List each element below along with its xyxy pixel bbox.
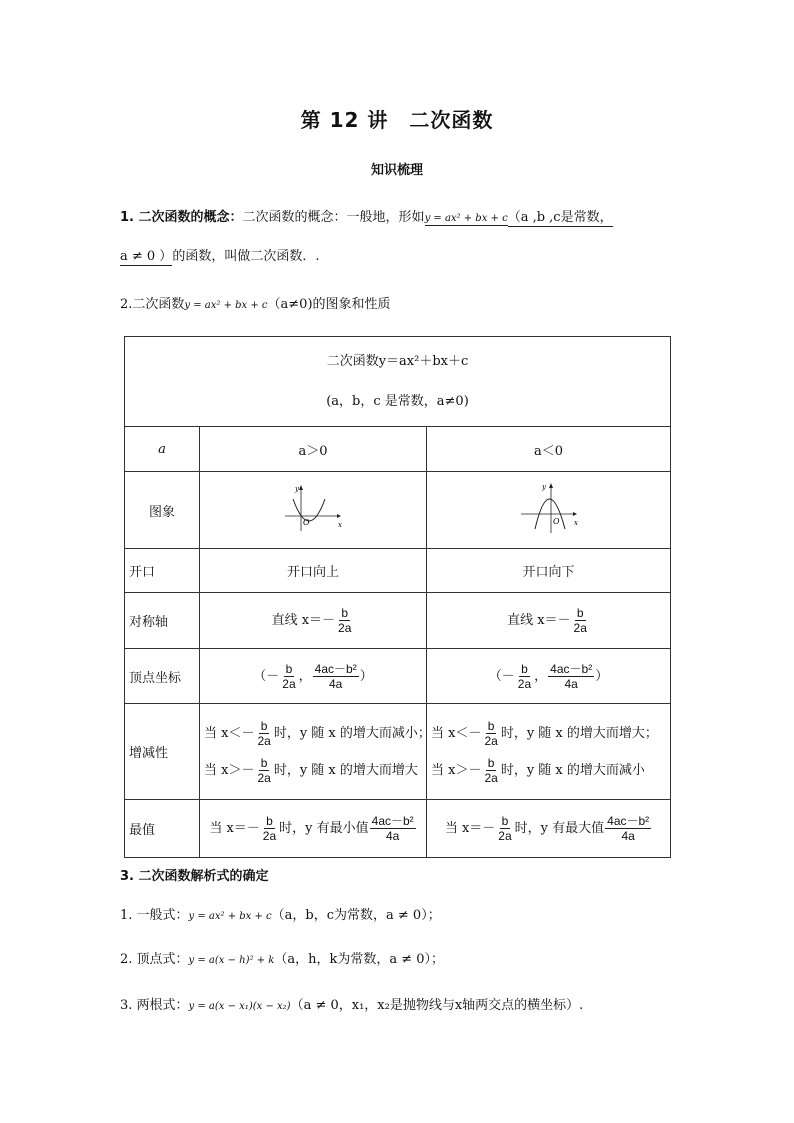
- vertex-form: [120, 948, 444, 967]
- concept-text: 二次函数的概念：一般地，形如: [242, 210, 425, 225]
- graph-down-y-label: y: [541, 482, 546, 491]
- section-subtitle: 知识梳理: [370, 163, 423, 178]
- graph-up-cell: [200, 472, 427, 549]
- when-text: 当 x＜－: [431, 725, 482, 741]
- row-label-graph: 图象: [125, 472, 200, 549]
- fraction: [496, 814, 513, 843]
- fraction-den: 2a: [484, 733, 498, 748]
- fraction-den: 4a: [564, 676, 578, 691]
- row-label-vertex: 顶点坐标: [125, 649, 200, 704]
- concept-condition: （a ,b ,c是常数，: [507, 210, 613, 225]
- axis-positive: [200, 593, 427, 649]
- row-label-opening: 开口: [125, 549, 200, 593]
- fraction-den: 2a: [484, 770, 498, 785]
- concept-label: 二次函数的概念: [138, 210, 230, 225]
- concept-condition-end: a ≠ 0 ）: [120, 249, 173, 264]
- opening-positive: 开口向上: [200, 549, 427, 593]
- parabola-down-graph: [519, 481, 579, 536]
- col-a-negative: a＜0: [427, 427, 671, 472]
- vertex-form-condition: （a，h，k为常数，a ≠ 0）；: [274, 952, 445, 967]
- fraction-num: b: [285, 661, 293, 676]
- monotonic-positive: [200, 704, 431, 800]
- root-form-label: 3. 两根式：: [120, 998, 189, 1013]
- general-form: [120, 904, 441, 923]
- fraction: [516, 662, 533, 691]
- fraction-num: b: [487, 755, 495, 770]
- analytic-heading-num: 3.: [120, 869, 139, 884]
- general-form-label: 1. 一般式：: [120, 908, 189, 923]
- root-form-condition: （a ≠ 0，x₁，x₂是抛物线与x轴两交点的横坐标）.: [290, 998, 584, 1013]
- page-title: 第 12 讲 二次函数: [300, 108, 494, 132]
- fraction-den: 2a: [338, 621, 352, 635]
- properties-table: [124, 336, 671, 858]
- fraction: [370, 814, 416, 843]
- vertex-positive: [200, 649, 427, 704]
- table-header-line1: 二次函数y＝ax²＋bx＋c: [326, 353, 469, 369]
- fraction: [482, 756, 499, 785]
- analytic-heading-text: 二次函数解析式的确定: [138, 869, 269, 884]
- fraction-num: b: [521, 661, 528, 676]
- mono-text: 时，y 随 x 的增大而减小: [500, 762, 645, 778]
- fraction-num: b: [501, 814, 509, 828]
- general-form-formula: y = ax² + bx + c: [188, 911, 272, 922]
- fraction: [255, 719, 272, 748]
- paren: ）: [595, 668, 609, 684]
- opening-negative: 开口向下: [427, 549, 671, 593]
- extreme-text: 时，y 有最大值: [514, 821, 605, 836]
- fraction-num: 4ac－b²: [550, 661, 593, 676]
- monotonic-negative: [427, 704, 671, 800]
- row-label-axis: 对称轴: [125, 593, 200, 649]
- concept-paragraph: [120, 206, 613, 225]
- col-label-a: a: [125, 427, 200, 472]
- fraction-num: b: [487, 718, 495, 733]
- fraction-num: b: [341, 606, 349, 620]
- root-form: [120, 994, 583, 1013]
- mono-neg-line2: [431, 756, 666, 785]
- row-label-monotonic: 增减性: [125, 704, 200, 800]
- general-form-condition: （a，b，c为常数，a ≠ 0）；: [271, 908, 441, 923]
- fraction: [548, 662, 594, 691]
- fraction-den: 2a: [282, 676, 296, 691]
- concept-formula: y = ax² + bx + c: [424, 213, 508, 224]
- when-text: 当 x＝－: [444, 821, 496, 836]
- graph-down-o-label: O: [552, 516, 560, 526]
- graph-down-x-label: x: [573, 518, 578, 527]
- row-label-extreme: 最值: [125, 800, 200, 858]
- fraction-num: 4ac－b²: [371, 814, 414, 828]
- fraction-den: 2a: [498, 829, 512, 843]
- fraction-num: b: [266, 814, 273, 828]
- graph-up-x-label: x: [338, 521, 342, 529]
- extreme-negative: [427, 800, 671, 858]
- fraction: [336, 606, 353, 635]
- fraction-den: 4a: [329, 676, 343, 691]
- comma: ，: [298, 668, 312, 684]
- axis-pos-prefix: 直线 x＝－: [271, 613, 336, 628]
- graph-up-y-label: y: [295, 485, 299, 493]
- concept-number: 1.: [120, 210, 139, 225]
- when-text: 当 x＞－: [204, 762, 255, 778]
- mono-neg-line1: [431, 719, 666, 748]
- mono-text: 时，y 随 x 的增大而增大；: [500, 725, 658, 741]
- vertex-negative: [427, 649, 671, 704]
- fraction: [255, 756, 272, 785]
- when-text: 当 x＞－: [431, 762, 482, 778]
- gp-formula: y = ax² + bx + c: [184, 300, 268, 311]
- fraction-den: 2a: [573, 621, 587, 635]
- fraction-den: 2a: [517, 676, 532, 691]
- gp-text-a: 2.二次函数: [120, 297, 185, 312]
- paren: ）: [359, 668, 373, 684]
- fraction: [261, 814, 278, 843]
- fraction-num: 4ac－b²: [314, 661, 357, 676]
- mono-text: 时，y 随 x 的增大而增大: [273, 762, 418, 778]
- fraction-num: b: [576, 606, 584, 620]
- fraction-den: 4a: [385, 829, 400, 843]
- paren: （－: [253, 668, 280, 684]
- fraction-den: 2a: [257, 770, 271, 785]
- vertex-form-formula: y = a(x − h)² + k: [188, 955, 275, 966]
- fraction: [572, 606, 589, 635]
- extreme-text: 时，y 有最小值: [279, 821, 369, 836]
- gp-text-b: （a≠0)的图象和性质: [267, 297, 391, 312]
- parabola-up-graph: [283, 483, 343, 533]
- graph-up-o-label: O: [303, 518, 310, 527]
- fraction: [605, 814, 651, 843]
- mono-text: 时，y 随 x 的增大而减小；: [273, 725, 431, 741]
- extreme-positive: [200, 800, 427, 858]
- fraction: [482, 719, 499, 748]
- fraction-den: 2a: [257, 733, 271, 748]
- graph-properties-heading: [120, 293, 391, 312]
- paren: （－: [488, 668, 515, 684]
- root-form-formula: y = a(x − x₁)(x − x₂): [188, 1001, 291, 1012]
- mono-pos-line2: [204, 756, 422, 785]
- fraction-den: 4a: [621, 829, 635, 843]
- when-text: 当 x＜－: [204, 725, 255, 741]
- vertex-form-label: 2. 顶点式：: [120, 952, 189, 967]
- when-text: 当 x＝－: [209, 821, 260, 836]
- axis-neg-prefix: 直线 x＝－: [507, 613, 571, 628]
- table-header: [125, 337, 671, 427]
- analytic-heading: [120, 865, 269, 884]
- axis-negative: [427, 593, 671, 649]
- concept-text-end: 的函数，叫做二次函数．.: [172, 249, 320, 264]
- table-header-line2: (a，b，c 是常数，a≠0): [326, 393, 469, 409]
- concept-colon: ：: [229, 210, 243, 225]
- fraction: [313, 662, 359, 691]
- comma: ，: [534, 668, 548, 684]
- col-a-positive: a＞0: [200, 427, 427, 472]
- fraction-num: b: [260, 718, 268, 733]
- concept-paragraph-cont: [120, 245, 319, 264]
- graph-down-cell: [427, 472, 671, 549]
- fraction-num: b: [260, 755, 268, 770]
- mono-pos-line1: [204, 718, 431, 748]
- fraction: [280, 662, 297, 691]
- fraction-num: 4ac－b²: [607, 814, 650, 828]
- fraction-den: 2a: [262, 829, 277, 843]
